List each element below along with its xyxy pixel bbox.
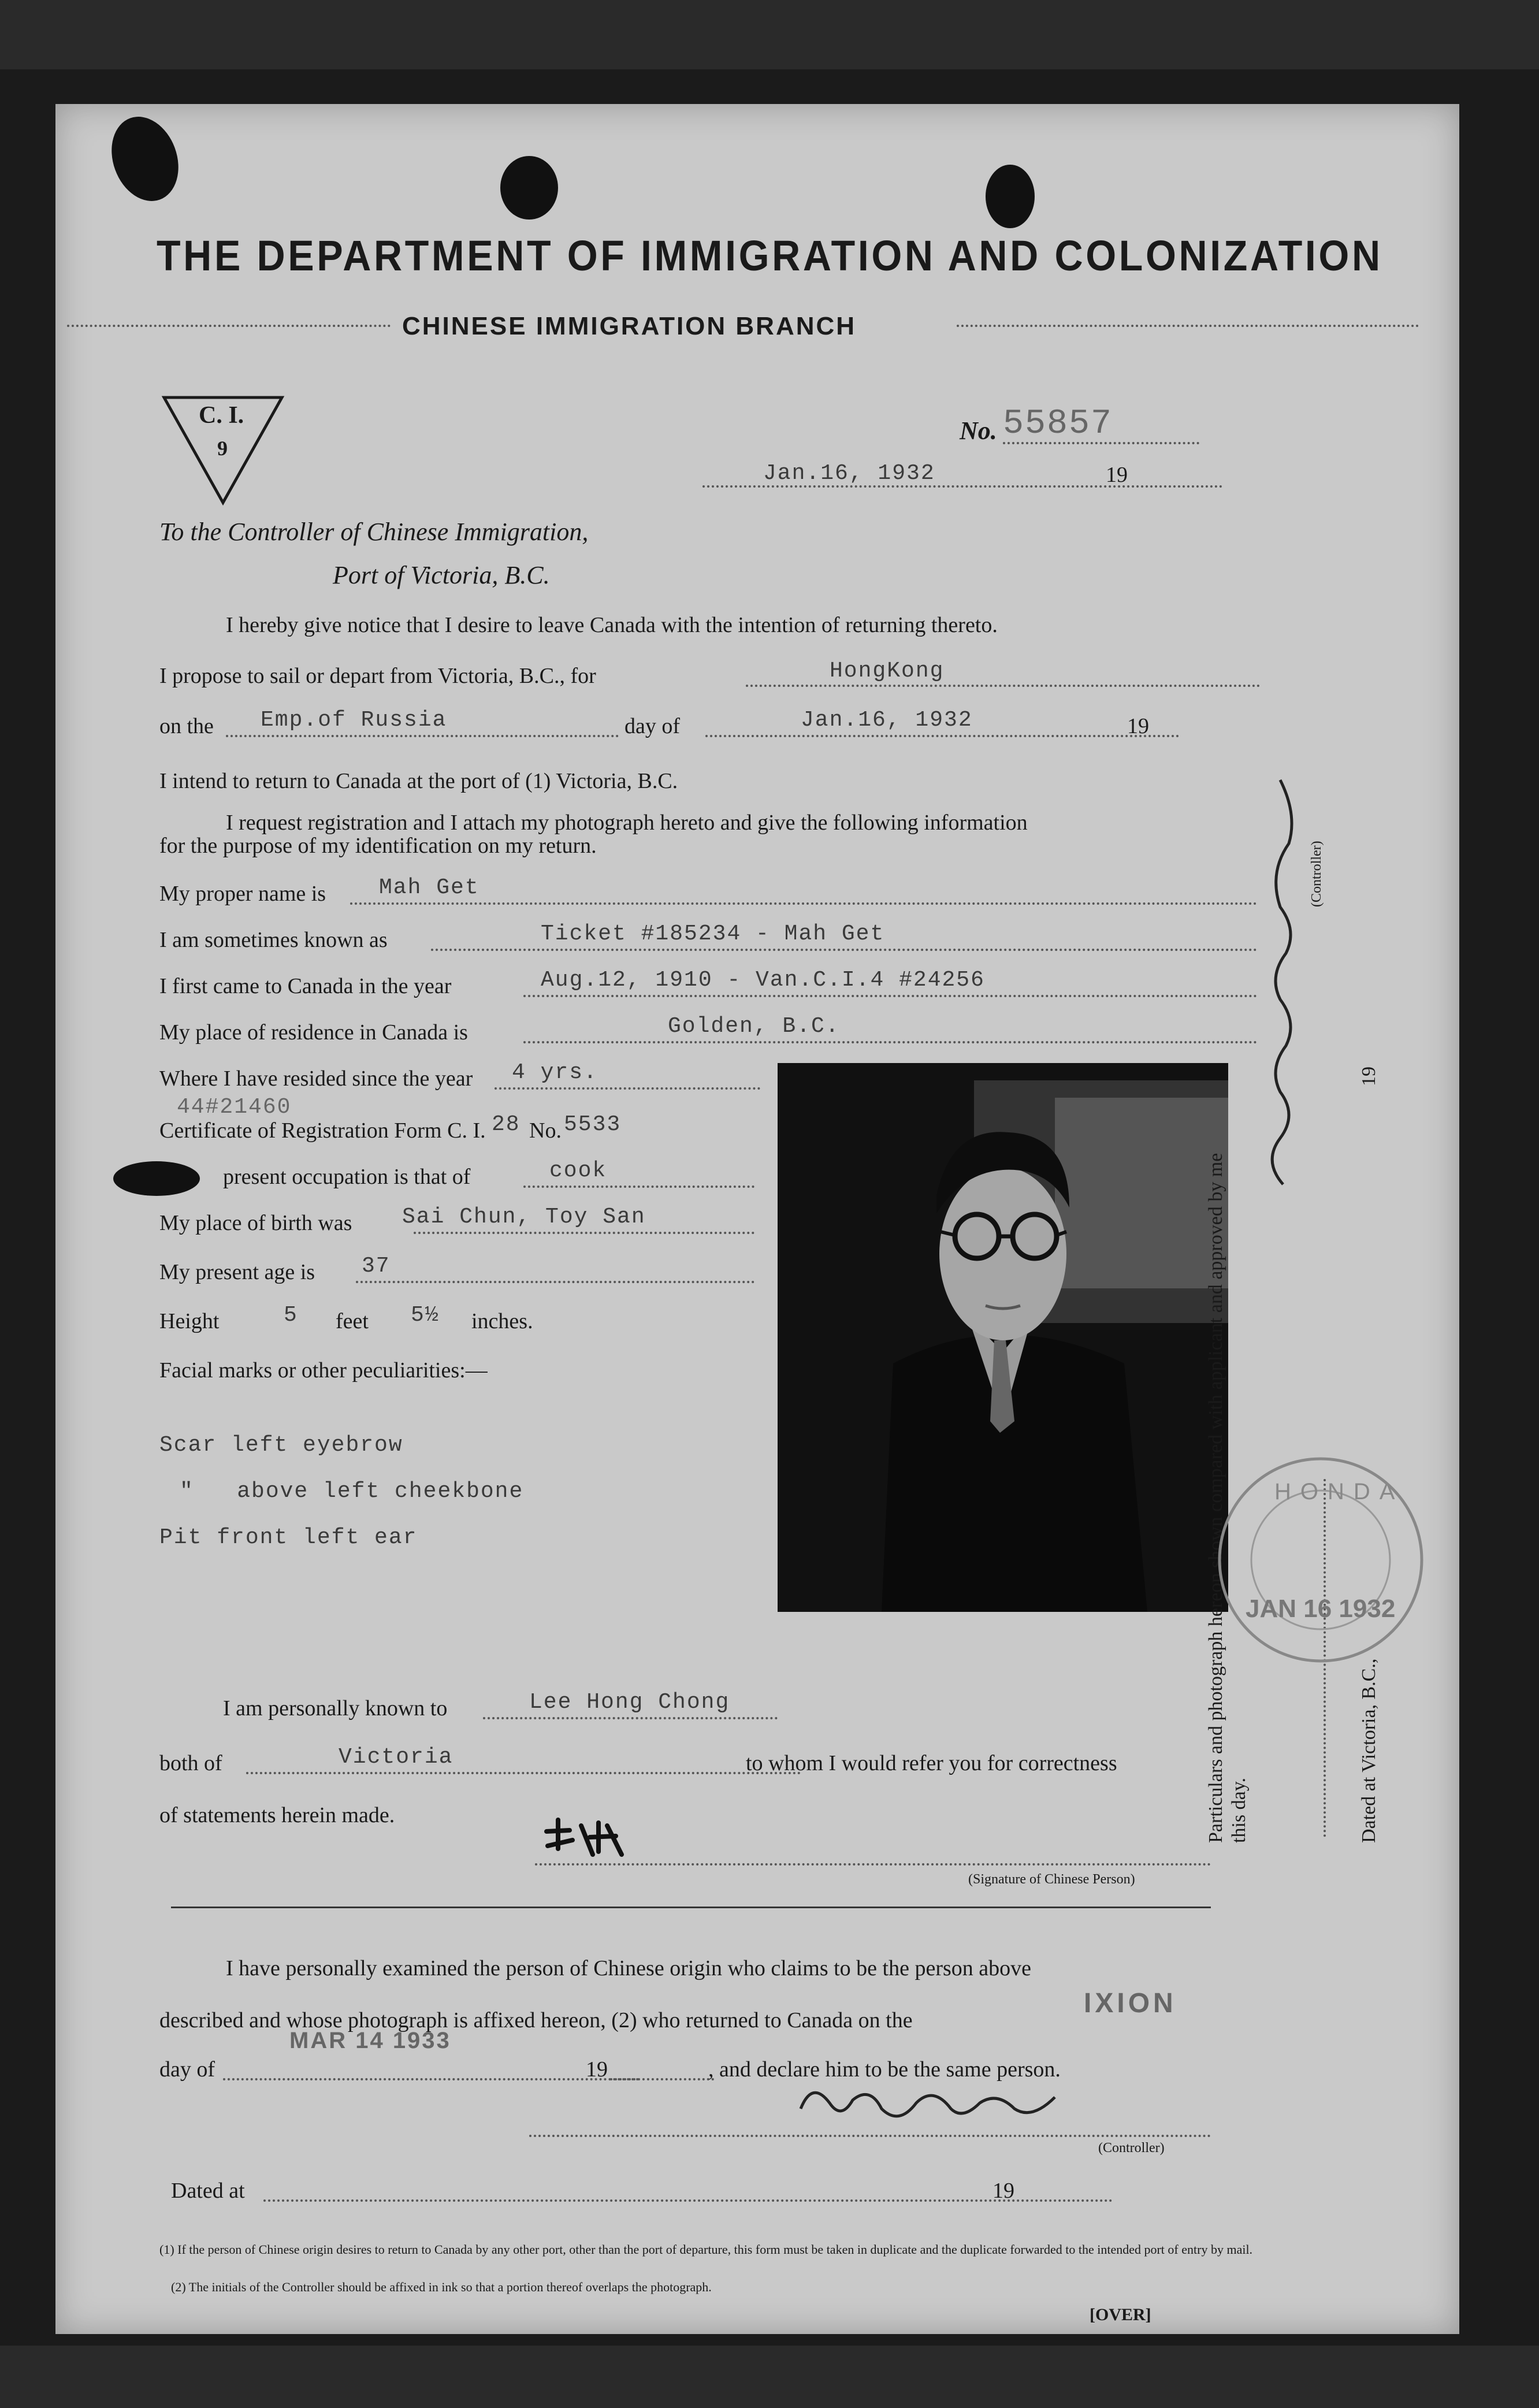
age-label: My present age is bbox=[159, 1260, 315, 1284]
signature-caption: (Signature of Chinese Person) bbox=[968, 1872, 1135, 1887]
occupation-label: present occupation is that of bbox=[223, 1165, 471, 1189]
number-label: No. bbox=[960, 417, 997, 445]
particulars-text: Particulars and photograph hereon shown compared with applicant and approved by me bbox=[1205, 1153, 1226, 1843]
form-number: 55857 bbox=[1003, 404, 1113, 444]
side-dated-at: Dated at Victoria, B.C., bbox=[1358, 1658, 1380, 1843]
facial-mark: " above left cheekbone bbox=[180, 1479, 524, 1504]
both-of-label: both of bbox=[159, 1751, 222, 1775]
controller-signature bbox=[789, 2074, 1066, 2138]
addressee-line1: To the Controller of Chinese Immigration, bbox=[159, 518, 589, 546]
on-the-label: on the bbox=[159, 714, 214, 738]
depart-date: Jan.16, 1932 bbox=[801, 708, 973, 733]
cert-annotation: 44#21460 bbox=[177, 1095, 292, 1120]
known-to: Lee Hong Chong bbox=[529, 1690, 730, 1715]
exam-line1: I have personally examined the person of Chinese origin who claims to be the person above bbox=[226, 1956, 1031, 1980]
ship-name: Emp.of Russia bbox=[261, 708, 447, 733]
form-date-year: 19 bbox=[1106, 463, 1128, 487]
facial-mark: Scar left eyebrow bbox=[159, 1433, 403, 1458]
propose-label: I propose to sail or depart from Victoria, B.C., for bbox=[159, 664, 596, 688]
immigration-form bbox=[55, 104, 1459, 2334]
over-label: [OVER] bbox=[1090, 2305, 1151, 2324]
birthplace: Sai Chun, Toy San bbox=[402, 1205, 646, 1229]
return-date-stamp: MAR 14 1933 bbox=[289, 2028, 451, 2053]
exam-day-of: day of bbox=[159, 2057, 215, 2082]
marks-label: Facial marks or other peculiarities:— bbox=[159, 1358, 488, 1383]
birth-label: My place of birth was bbox=[159, 1211, 352, 1235]
cert-no-label: No. bbox=[529, 1118, 562, 1143]
dated-at-label: Dated at bbox=[171, 2179, 245, 2203]
side-year: 19 bbox=[1358, 1066, 1380, 1086]
known-to-label: I am personally known to bbox=[223, 1696, 448, 1720]
known-as-label: I am sometimes known as bbox=[159, 928, 388, 952]
film-border-top bbox=[0, 0, 1539, 69]
resided-since-label: Where I have resided since the year bbox=[159, 1066, 473, 1091]
facial-mark: Pit front left ear bbox=[159, 1525, 418, 1550]
known-as: Ticket #185234 - Mah Get bbox=[541, 921, 885, 946]
cert-label: Certificate of Registration Form C. I. bbox=[159, 1118, 486, 1143]
inches-label: inches. bbox=[471, 1309, 533, 1333]
stamp-text-top: HONDA bbox=[1274, 1479, 1404, 1504]
height-label: Height bbox=[159, 1309, 220, 1333]
feet-label: feet bbox=[336, 1309, 369, 1333]
proper-name: Mah Get bbox=[379, 875, 479, 900]
destination: HongKong bbox=[830, 659, 945, 683]
footnote-1: (1) If the person of Chinese origin desires to return to Canada by any other port, other than the port of departure, this form must be taken in duplicate and the duplicate forwarded to the intended port of entry by mail. bbox=[159, 2242, 1253, 2257]
punch-hole-left bbox=[500, 156, 558, 220]
footnote-2: (2) The initials of the Controller should be affixed in ink so that a portion thereof overlaps the photograph. bbox=[171, 2280, 712, 2294]
age: 37 bbox=[362, 1254, 391, 1279]
proper-name-label: My proper name is bbox=[159, 882, 326, 906]
controller-caption: (Controller) bbox=[1098, 2141, 1165, 2156]
request-line2: for the purpose of my identification on my return. bbox=[159, 834, 597, 858]
controller-signature-vertical bbox=[1257, 757, 1309, 1196]
both-of: Victoria bbox=[339, 1745, 453, 1770]
exam-year: 19 bbox=[586, 2057, 608, 2082]
form-code-top: C. I. bbox=[199, 402, 244, 429]
film-border-bottom bbox=[0, 2346, 1539, 2408]
corner-tear bbox=[101, 107, 190, 211]
residence-label: My place of residence in Canada is bbox=[159, 1020, 468, 1045]
addressee-line2: Port of Victoria, B.C. bbox=[333, 561, 550, 589]
department-title: THE DEPARTMENT OF IMMIGRATION AND COLONIZATION bbox=[157, 232, 1383, 280]
section-divider bbox=[171, 1907, 1211, 1908]
depart-year: 19 bbox=[1127, 714, 1149, 738]
exam-declare: , and declare him to be the same person. bbox=[708, 2057, 1061, 2082]
occupation: cook bbox=[549, 1158, 607, 1183]
dated-year: 19 bbox=[992, 2179, 1014, 2203]
chinese-signature bbox=[541, 1814, 656, 1860]
ship-stamp: IXION bbox=[1084, 1988, 1177, 2019]
statements-text: of statements herein made. bbox=[159, 1803, 395, 1827]
stamp-date: JAN 16 1932 bbox=[1246, 1595, 1396, 1623]
height-feet: 5 bbox=[284, 1303, 298, 1328]
punch-hole-right bbox=[986, 165, 1035, 228]
cert-no: 5533 bbox=[564, 1112, 622, 1137]
resided-since: 4 yrs. bbox=[512, 1060, 598, 1085]
side-controller-caption: (Controller) bbox=[1309, 841, 1324, 907]
form-code-bottom: 9 bbox=[217, 437, 228, 460]
day-of-label: day of bbox=[624, 714, 681, 738]
notice-text: I hereby give notice that I desire to leave Canada with the intention of returning thereto. bbox=[226, 613, 998, 637]
applicant-photograph bbox=[778, 1063, 1228, 1612]
return-port: I intend to return to Canada at the port of (1) Victoria, B.C. bbox=[159, 769, 678, 793]
branch-title: CHINESE IMMIGRATION BRANCH bbox=[402, 312, 857, 340]
refer-text: to whom I would refer you for correctness bbox=[746, 1751, 1117, 1775]
this-day-text: this day. bbox=[1228, 1777, 1250, 1843]
height-inches: 5½ bbox=[411, 1303, 440, 1328]
residence: Golden, B.C. bbox=[668, 1014, 840, 1039]
request-line1: I request registration and I attach my photograph hereto and give the following information bbox=[226, 811, 1028, 835]
cert-form: 28 bbox=[492, 1112, 521, 1137]
exam-line2: described and whose photograph is affixed hereon, (2) who returned to Canada on the bbox=[159, 2008, 913, 2032]
first-came: Aug.12, 1910 - Van.C.I.4 #24256 bbox=[541, 968, 985, 993]
form-date: Jan.16, 1932 bbox=[763, 461, 935, 486]
first-came-label: I first came to Canada in the year bbox=[159, 974, 452, 998]
ink-blot bbox=[113, 1161, 200, 1196]
